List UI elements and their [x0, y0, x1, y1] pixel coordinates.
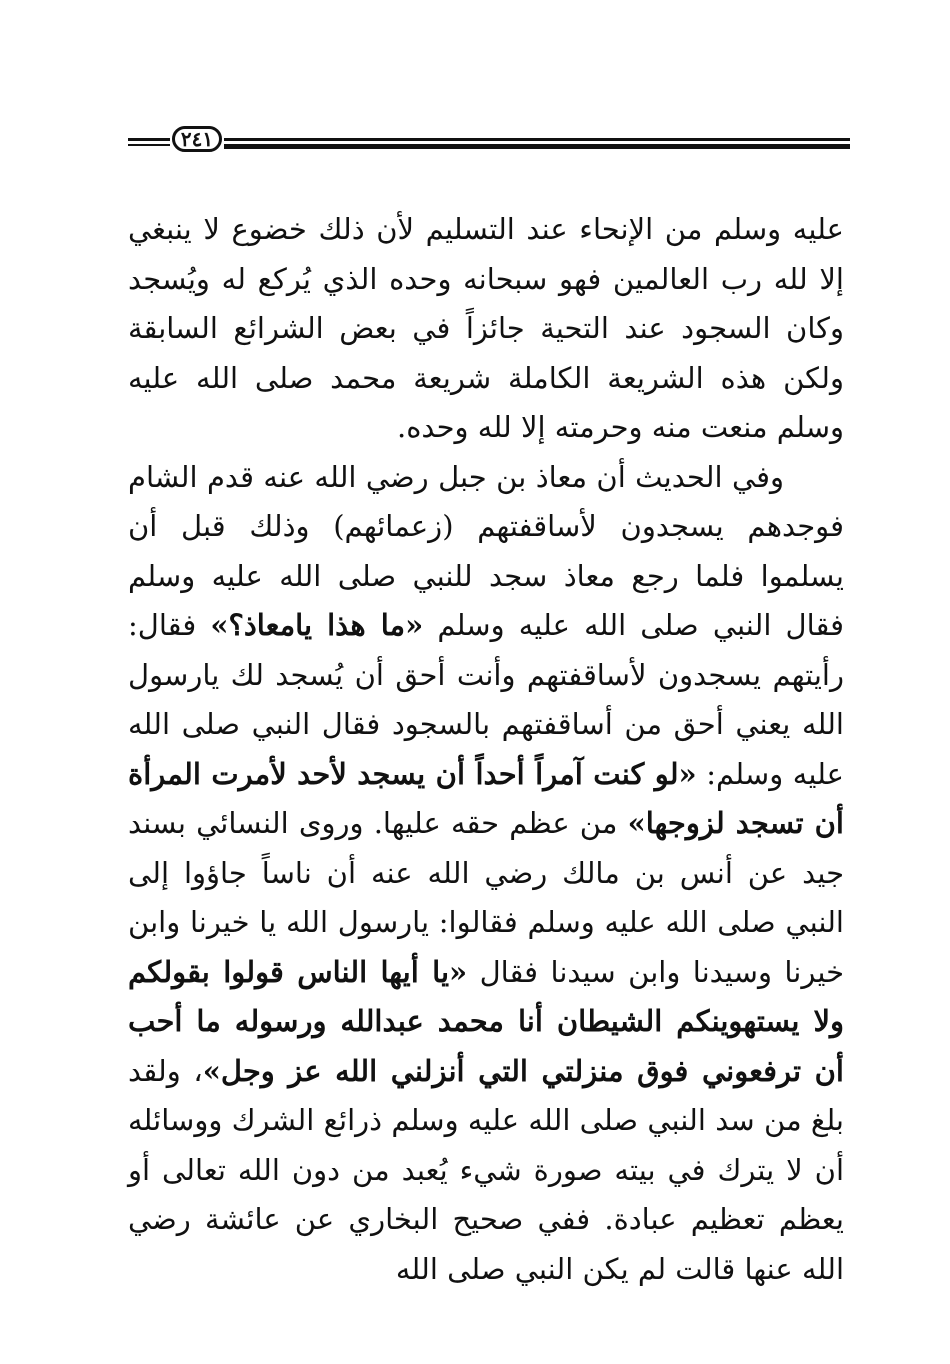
text-segment: من عظم حقه عليها. وروى النسائي بسند جيد عن أنس بن مالك رضي الله عنه أن ناساً جاؤوا إلى النبي صلى الله عليه وسلم فقالوا: يارسول الله يا خيرنا وابن خيرنا وسيدنا وابن سيدنا فقال: [128, 806, 844, 989]
text-segment: عليه وسلم من الإنحاء عند التسليم لأن ذلك خضوع لا ينبغي إلا لله رب العالمين فهو سبحانه وحده الذي يُركع له ويُسجد وكان السجود عند التحية جائزاً في بعض الشرائع السابقة ولكن هذه الشريعة الكاملة شريعة محمد صلى الله عليه وسلم منعت منه وحرمته إلا لله وحده.: [128, 212, 844, 444]
header-rule-left: [128, 138, 170, 141]
hadith-quote: «لو كنت آمراً أحداً أن يسجد لأحد لأمرت المرأة أن تسجد لزوجها»: [128, 756, 844, 840]
text-segment: وفي الحديث أن معاذ بن جبل رضي الله عنه قدم الشام فوجدهم يسجدون لأساقفتهم (زعمائهم) وذلك قبل أن يسلموا فلما رجع معاذ سجد للنبي صلى الله عليه وسلم فقال النبي صلى الله عليه وسلم: [128, 459, 844, 642]
hadith-quote: «ما هذا يامعاذ؟»: [210, 608, 424, 642]
header-rule-right-lower: [224, 144, 850, 149]
text-segment: ، ولقد بلغ من سد النبي صلى الله عليه وسلم ذرائع الشرك ووسائله أن لا يترك في بيته صورة شيء يُعبد من دون الله تعالى أو يعظم تعظيم عبادة. ففي صحيح البخاري عن عائشة رضي الله عنها قالت لم يكن النبي صلى الله: [128, 1053, 844, 1286]
hadith-quote: «يا أيها الناس قولوا بقولكم ولا يستهوينكم الشيطان أنا محمد عبدالله ورسوله ما أحب أن ترفعوني فوق منزلتي التي أنزلني الله عز وجل»: [128, 954, 844, 1088]
page-header: [128, 126, 850, 156]
text-segment: فقال: رأيتهم يسجدون لأساقفتهم وأنت أحق أن يُسجد لك يارسول الله يعني أحق من أساقفتهم بالسجود فقال النبي صلى الله عليه وسلم:: [128, 608, 844, 791]
header-rule-right: [224, 138, 850, 141]
paragraph-2: [128, 453, 844, 1295]
header-rule-left-lower: [128, 144, 170, 146]
page-body: [128, 205, 844, 1294]
page-number: ٢٤١: [172, 126, 222, 152]
paragraph-1: [128, 205, 844, 453]
